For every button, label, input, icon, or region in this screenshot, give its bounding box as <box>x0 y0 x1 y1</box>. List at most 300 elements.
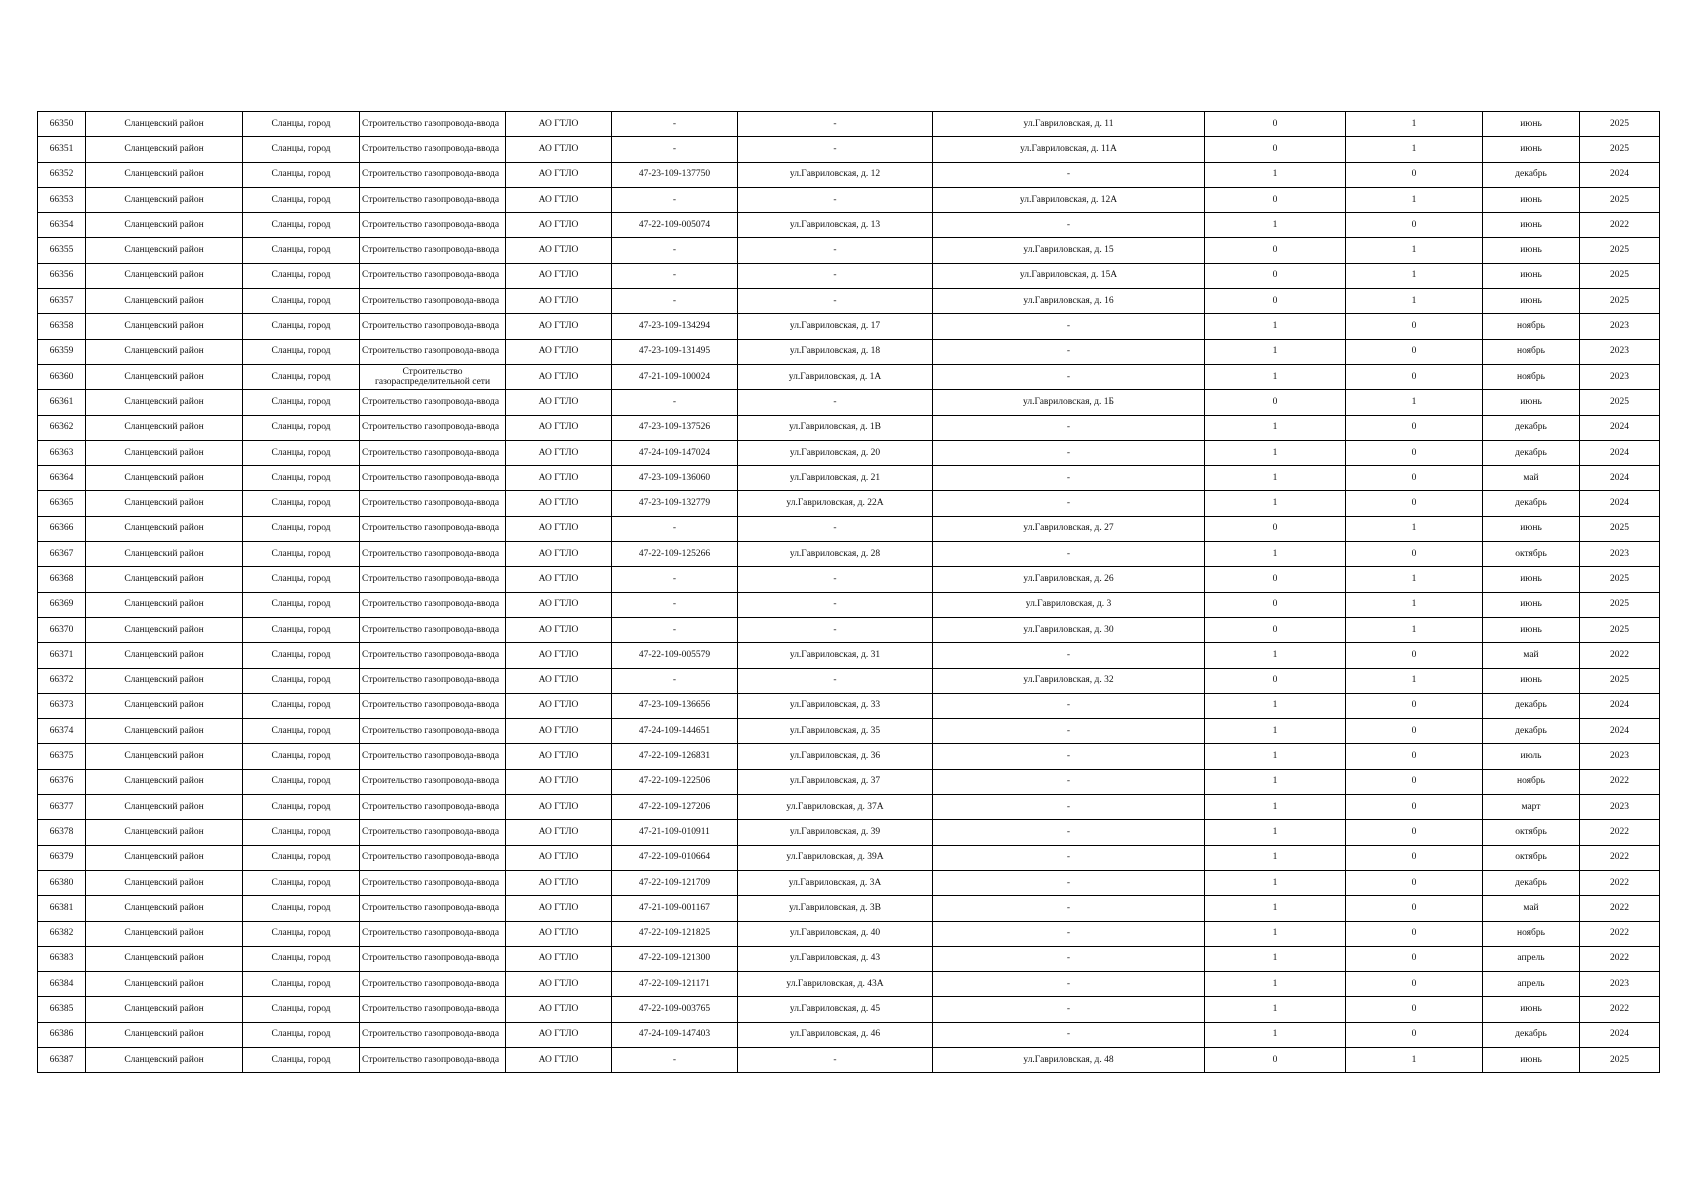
address-without-number-cell: - <box>933 364 1205 389</box>
has-number-count-cell: 0 <box>1205 390 1346 415</box>
has-number-count-cell: 1 <box>1205 744 1346 769</box>
table-row <box>38 1047 1660 1072</box>
work-type-cell: Строительство газопровода-ввода <box>360 491 506 516</box>
row-number-cell: 66385 <box>38 997 86 1022</box>
settlement-cell: Сланцы, город <box>243 542 360 567</box>
work-type-cell: Строительство газопровода-ввода <box>360 1022 506 1047</box>
settlement-cell: Сланцы, город <box>243 213 360 238</box>
year-cell: 2025 <box>1580 617 1660 642</box>
work-type-cell: Строительство газопровода-ввода <box>360 415 506 440</box>
no-number-count-cell: 0 <box>1346 972 1483 997</box>
address-with-number-cell: ул.Гавриловская, д. 22А <box>738 491 933 516</box>
settlement-cell: Сланцы, город <box>243 238 360 263</box>
district-cell: Сланцевский район <box>86 213 243 238</box>
has-number-count-cell: 0 <box>1205 263 1346 288</box>
work-type-cell: Строительство газопровода-ввода <box>360 187 506 212</box>
month-cell: октябрь <box>1483 820 1580 845</box>
table-row <box>38 339 1660 364</box>
year-cell: 2023 <box>1580 795 1660 820</box>
work-type-cell: Строительство газопровода-ввода <box>360 693 506 718</box>
address-without-number-cell: ул.Гавриловская, д. 26 <box>933 567 1205 592</box>
month-cell: апрель <box>1483 946 1580 971</box>
settlement-cell: Сланцы, город <box>243 820 360 845</box>
no-number-count-cell: 0 <box>1346 213 1483 238</box>
address-with-number-cell: - <box>738 238 933 263</box>
work-type-cell: Строительство газопровода-ввода <box>360 997 506 1022</box>
organization-cell: АО ГТЛО <box>506 668 612 693</box>
year-cell: 2025 <box>1580 187 1660 212</box>
cadastral-number-cell: - <box>612 238 738 263</box>
cadastral-number-cell: - <box>612 289 738 314</box>
month-cell: декабрь <box>1483 440 1580 465</box>
table-row <box>38 693 1660 718</box>
organization-cell: АО ГТЛО <box>506 440 612 465</box>
address-without-number-cell: ул.Гавриловская, д. 27 <box>933 516 1205 541</box>
no-number-count-cell: 0 <box>1346 896 1483 921</box>
no-number-count-cell: 1 <box>1346 390 1483 415</box>
month-cell: октябрь <box>1483 845 1580 870</box>
address-with-number-cell: - <box>738 137 933 162</box>
work-type-cell: Строительство газопровода-ввода <box>360 542 506 567</box>
year-cell: 2025 <box>1580 289 1660 314</box>
address-without-number-cell: - <box>933 466 1205 491</box>
table-row <box>38 516 1660 541</box>
organization-cell: АО ГТЛО <box>506 744 612 769</box>
organization-cell: АО ГТЛО <box>506 896 612 921</box>
district-cell: Сланцевский район <box>86 769 243 794</box>
address-without-number-cell: - <box>933 896 1205 921</box>
settlement-cell: Сланцы, город <box>243 567 360 592</box>
cadastral-number-cell: - <box>612 263 738 288</box>
month-cell: июнь <box>1483 1047 1580 1072</box>
row-number-cell: 66382 <box>38 921 86 946</box>
district-cell: Сланцевский район <box>86 1047 243 1072</box>
year-cell: 2025 <box>1580 238 1660 263</box>
no-number-count-cell: 0 <box>1346 997 1483 1022</box>
row-number-cell: 66375 <box>38 744 86 769</box>
table-row <box>38 719 1660 744</box>
no-number-count-cell: 0 <box>1346 946 1483 971</box>
district-cell: Сланцевский район <box>86 820 243 845</box>
table-row <box>38 238 1660 263</box>
row-number-cell: 66351 <box>38 137 86 162</box>
has-number-count-cell: 1 <box>1205 769 1346 794</box>
month-cell: июнь <box>1483 668 1580 693</box>
organization-cell: АО ГТЛО <box>506 1047 612 1072</box>
work-type-cell: Строительство газопровода-ввода <box>360 137 506 162</box>
row-number-cell: 66378 <box>38 820 86 845</box>
settlement-cell: Сланцы, город <box>243 719 360 744</box>
address-with-number-cell: ул.Гавриловская, д. 1А <box>738 364 933 389</box>
organization-cell: АО ГТЛО <box>506 339 612 364</box>
month-cell: май <box>1483 643 1580 668</box>
month-cell: июнь <box>1483 997 1580 1022</box>
row-number-cell: 66380 <box>38 870 86 895</box>
cadastral-number-cell: 47-23-109-134294 <box>612 314 738 339</box>
no-number-count-cell: 1 <box>1346 187 1483 212</box>
address-without-number-cell: ул.Гавриловская, д. 16 <box>933 289 1205 314</box>
month-cell: ноябрь <box>1483 364 1580 389</box>
work-type-cell: Строительство газопровода-ввода <box>360 592 506 617</box>
settlement-cell: Сланцы, город <box>243 516 360 541</box>
work-type-cell: Строительство газопровода-ввода <box>360 162 506 187</box>
address-with-number-cell: ул.Гавриловская, д. 40 <box>738 921 933 946</box>
row-number-cell: 66387 <box>38 1047 86 1072</box>
no-number-count-cell: 0 <box>1346 719 1483 744</box>
address-with-number-cell: ул.Гавриловская, д. 17 <box>738 314 933 339</box>
no-number-count-cell: 0 <box>1346 870 1483 895</box>
work-type-cell: Строительство газопровода-ввода <box>360 643 506 668</box>
organization-cell: АО ГТЛО <box>506 263 612 288</box>
address-without-number-cell: ул.Гавриловская, д. 15А <box>933 263 1205 288</box>
table-row <box>38 921 1660 946</box>
organization-cell: АО ГТЛО <box>506 845 612 870</box>
no-number-count-cell: 0 <box>1346 795 1483 820</box>
district-cell: Сланцевский район <box>86 466 243 491</box>
address-with-number-cell: - <box>738 289 933 314</box>
cadastral-number-cell: 47-21-109-100024 <box>612 364 738 389</box>
year-cell: 2025 <box>1580 592 1660 617</box>
district-cell: Сланцевский район <box>86 845 243 870</box>
cadastral-number-cell: 47-24-109-147403 <box>612 1022 738 1047</box>
work-type-cell: Строительство газораспределительной сети <box>360 364 506 389</box>
cadastral-number-cell: 47-22-109-121171 <box>612 972 738 997</box>
row-number-cell: 66368 <box>38 567 86 592</box>
has-number-count-cell: 1 <box>1205 339 1346 364</box>
year-cell: 2025 <box>1580 112 1660 137</box>
cadastral-number-cell: - <box>612 592 738 617</box>
address-without-number-cell: - <box>933 820 1205 845</box>
address-with-number-cell: ул.Гавриловская, д. 39 <box>738 820 933 845</box>
address-without-number-cell: ул.Гавриловская, д. 11 <box>933 112 1205 137</box>
has-number-count-cell: 1 <box>1205 921 1346 946</box>
work-type-cell: Строительство газопровода-ввода <box>360 795 506 820</box>
table-row <box>38 263 1660 288</box>
year-cell: 2022 <box>1580 946 1660 971</box>
row-number-cell: 66371 <box>38 643 86 668</box>
row-number-cell: 66360 <box>38 364 86 389</box>
settlement-cell: Сланцы, город <box>243 617 360 642</box>
row-number-cell: 66381 <box>38 896 86 921</box>
cadastral-number-cell: - <box>612 668 738 693</box>
address-with-number-cell: ул.Гавриловская, д. 1В <box>738 415 933 440</box>
month-cell: июнь <box>1483 516 1580 541</box>
has-number-count-cell: 1 <box>1205 972 1346 997</box>
organization-cell: АО ГТЛО <box>506 1022 612 1047</box>
district-cell: Сланцевский район <box>86 516 243 541</box>
month-cell: июль <box>1483 744 1580 769</box>
year-cell: 2024 <box>1580 466 1660 491</box>
year-cell: 2023 <box>1580 972 1660 997</box>
settlement-cell: Сланцы, город <box>243 162 360 187</box>
has-number-count-cell: 1 <box>1205 795 1346 820</box>
address-with-number-cell: ул.Гавриловская, д. 3В <box>738 896 933 921</box>
month-cell: декабрь <box>1483 415 1580 440</box>
no-number-count-cell: 1 <box>1346 263 1483 288</box>
address-without-number-cell: - <box>933 744 1205 769</box>
organization-cell: АО ГТЛО <box>506 187 612 212</box>
has-number-count-cell: 1 <box>1205 415 1346 440</box>
row-number-cell: 66364 <box>38 466 86 491</box>
year-cell: 2022 <box>1580 769 1660 794</box>
address-with-number-cell: ул.Гавриловская, д. 28 <box>738 542 933 567</box>
cadastral-number-cell: 47-23-109-137526 <box>612 415 738 440</box>
month-cell: июнь <box>1483 263 1580 288</box>
organization-cell: АО ГТЛО <box>506 693 612 718</box>
has-number-count-cell: 0 <box>1205 238 1346 263</box>
address-without-number-cell: ул.Гавриловская, д. 48 <box>933 1047 1205 1072</box>
address-without-number-cell: - <box>933 314 1205 339</box>
district-cell: Сланцевский район <box>86 870 243 895</box>
address-with-number-cell: - <box>738 617 933 642</box>
work-type-cell: Строительство газопровода-ввода <box>360 263 506 288</box>
row-number-cell: 66373 <box>38 693 86 718</box>
no-number-count-cell: 1 <box>1346 1047 1483 1072</box>
year-cell: 2022 <box>1580 870 1660 895</box>
cadastral-number-cell: 47-23-109-136060 <box>612 466 738 491</box>
no-number-count-cell: 0 <box>1346 162 1483 187</box>
address-with-number-cell: ул.Гавриловская, д. 31 <box>738 643 933 668</box>
no-number-count-cell: 0 <box>1346 415 1483 440</box>
address-without-number-cell: ул.Гавриловская, д. 30 <box>933 617 1205 642</box>
cadastral-number-cell: 47-22-109-126831 <box>612 744 738 769</box>
settlement-cell: Сланцы, город <box>243 693 360 718</box>
year-cell: 2023 <box>1580 314 1660 339</box>
district-cell: Сланцевский район <box>86 668 243 693</box>
work-type-cell: Строительство газопровода-ввода <box>360 390 506 415</box>
no-number-count-cell: 0 <box>1346 1022 1483 1047</box>
address-with-number-cell: ул.Гавриловская, д. 37А <box>738 795 933 820</box>
month-cell: декабрь <box>1483 162 1580 187</box>
has-number-count-cell: 1 <box>1205 896 1346 921</box>
work-type-cell: Строительство газопровода-ввода <box>360 314 506 339</box>
row-number-cell: 66365 <box>38 491 86 516</box>
has-number-count-cell: 1 <box>1205 1022 1346 1047</box>
month-cell: июнь <box>1483 238 1580 263</box>
year-cell: 2024 <box>1580 162 1660 187</box>
district-cell: Сланцевский район <box>86 162 243 187</box>
address-with-number-cell: - <box>738 668 933 693</box>
address-without-number-cell: - <box>933 1022 1205 1047</box>
district-cell: Сланцевский район <box>86 693 243 718</box>
settlement-cell: Сланцы, город <box>243 896 360 921</box>
address-without-number-cell: - <box>933 845 1205 870</box>
address-with-number-cell: - <box>738 263 933 288</box>
organization-cell: АО ГТЛО <box>506 213 612 238</box>
organization-cell: АО ГТЛО <box>506 972 612 997</box>
address-with-number-cell: ул.Гавриловская, д. 18 <box>738 339 933 364</box>
table-row <box>38 415 1660 440</box>
month-cell: апрель <box>1483 972 1580 997</box>
address-with-number-cell: ул.Гавриловская, д. 46 <box>738 1022 933 1047</box>
organization-cell: АО ГТЛО <box>506 921 612 946</box>
cadastral-number-cell: 47-24-109-144651 <box>612 719 738 744</box>
row-number-cell: 66362 <box>38 415 86 440</box>
row-number-cell: 66366 <box>38 516 86 541</box>
has-number-count-cell: 0 <box>1205 112 1346 137</box>
has-number-count-cell: 1 <box>1205 162 1346 187</box>
table-row <box>38 997 1660 1022</box>
row-number-cell: 66374 <box>38 719 86 744</box>
table-row <box>38 592 1660 617</box>
address-without-number-cell: - <box>933 870 1205 895</box>
settlement-cell: Сланцы, город <box>243 491 360 516</box>
settlement-cell: Сланцы, город <box>243 668 360 693</box>
address-without-number-cell: ул.Гавриловская, д. 11А <box>933 137 1205 162</box>
row-number-cell: 66384 <box>38 972 86 997</box>
has-number-count-cell: 1 <box>1205 719 1346 744</box>
work-type-cell: Строительство газопровода-ввода <box>360 870 506 895</box>
row-number-cell: 66370 <box>38 617 86 642</box>
settlement-cell: Сланцы, город <box>243 440 360 465</box>
has-number-count-cell: 1 <box>1205 845 1346 870</box>
address-with-number-cell: - <box>738 1047 933 1072</box>
year-cell: 2024 <box>1580 1022 1660 1047</box>
district-cell: Сланцевский район <box>86 542 243 567</box>
table-row <box>38 870 1660 895</box>
month-cell: май <box>1483 466 1580 491</box>
district-cell: Сланцевский район <box>86 415 243 440</box>
no-number-count-cell: 1 <box>1346 289 1483 314</box>
address-without-number-cell: - <box>933 213 1205 238</box>
settlement-cell: Сланцы, город <box>243 339 360 364</box>
month-cell: июнь <box>1483 112 1580 137</box>
table-row <box>38 491 1660 516</box>
year-cell: 2024 <box>1580 415 1660 440</box>
row-number-cell: 66353 <box>38 187 86 212</box>
address-with-number-cell: ул.Гавриловская, д. 35 <box>738 719 933 744</box>
settlement-cell: Сланцы, город <box>243 1022 360 1047</box>
no-number-count-cell: 0 <box>1346 693 1483 718</box>
year-cell: 2023 <box>1580 339 1660 364</box>
table-row <box>38 643 1660 668</box>
table-row <box>38 137 1660 162</box>
cadastral-number-cell: 47-23-109-136656 <box>612 693 738 718</box>
work-type-cell: Строительство газопровода-ввода <box>360 1047 506 1072</box>
year-cell: 2025 <box>1580 1047 1660 1072</box>
address-without-number-cell: - <box>933 440 1205 465</box>
district-cell: Сланцевский район <box>86 997 243 1022</box>
has-number-count-cell: 1 <box>1205 314 1346 339</box>
district-cell: Сланцевский район <box>86 364 243 389</box>
district-cell: Сланцевский район <box>86 719 243 744</box>
has-number-count-cell: 0 <box>1205 668 1346 693</box>
work-type-cell: Строительство газопровода-ввода <box>360 617 506 642</box>
district-cell: Сланцевский район <box>86 314 243 339</box>
row-number-cell: 66359 <box>38 339 86 364</box>
has-number-count-cell: 1 <box>1205 364 1346 389</box>
address-without-number-cell: - <box>933 643 1205 668</box>
year-cell: 2022 <box>1580 896 1660 921</box>
month-cell: июнь <box>1483 567 1580 592</box>
year-cell: 2022 <box>1580 820 1660 845</box>
address-with-number-cell: ул.Гавриловская, д. 43А <box>738 972 933 997</box>
settlement-cell: Сланцы, город <box>243 845 360 870</box>
district-cell: Сланцевский район <box>86 744 243 769</box>
year-cell: 2024 <box>1580 491 1660 516</box>
table-row <box>38 466 1660 491</box>
work-type-cell: Строительство газопровода-ввода <box>360 466 506 491</box>
organization-cell: АО ГТЛО <box>506 491 612 516</box>
settlement-cell: Сланцы, город <box>243 795 360 820</box>
work-type-cell: Строительство газопровода-ввода <box>360 769 506 794</box>
work-type-cell: Строительство газопровода-ввода <box>360 238 506 263</box>
address-without-number-cell: - <box>933 719 1205 744</box>
district-cell: Сланцевский район <box>86 289 243 314</box>
month-cell: июнь <box>1483 213 1580 238</box>
organization-cell: АО ГТЛО <box>506 617 612 642</box>
year-cell: 2023 <box>1580 744 1660 769</box>
address-with-number-cell: ул.Гавриловская, д. 39А <box>738 845 933 870</box>
settlement-cell: Сланцы, город <box>243 921 360 946</box>
year-cell: 2022 <box>1580 997 1660 1022</box>
work-type-cell: Строительство газопровода-ввода <box>360 921 506 946</box>
district-cell: Сланцевский район <box>86 137 243 162</box>
no-number-count-cell: 0 <box>1346 466 1483 491</box>
organization-cell: АО ГТЛО <box>506 719 612 744</box>
table-row <box>38 1022 1660 1047</box>
month-cell: март <box>1483 795 1580 820</box>
organization-cell: АО ГТЛО <box>506 795 612 820</box>
settlement-cell: Сланцы, город <box>243 187 360 212</box>
month-cell: ноябрь <box>1483 769 1580 794</box>
address-with-number-cell: - <box>738 592 933 617</box>
has-number-count-cell: 0 <box>1205 289 1346 314</box>
address-without-number-cell: - <box>933 972 1205 997</box>
address-with-number-cell: - <box>738 187 933 212</box>
work-type-cell: Строительство газопровода-ввода <box>360 896 506 921</box>
table-row <box>38 112 1660 137</box>
address-without-number-cell: - <box>933 946 1205 971</box>
cadastral-number-cell: - <box>612 137 738 162</box>
address-with-number-cell: - <box>738 516 933 541</box>
no-number-count-cell: 0 <box>1346 339 1483 364</box>
no-number-count-cell: 0 <box>1346 769 1483 794</box>
month-cell: декабрь <box>1483 719 1580 744</box>
settlement-cell: Сланцы, город <box>243 390 360 415</box>
address-with-number-cell: ул.Гавриловская, д. 36 <box>738 744 933 769</box>
address-without-number-cell: - <box>933 769 1205 794</box>
work-type-cell: Строительство газопровода-ввода <box>360 719 506 744</box>
table-row <box>38 972 1660 997</box>
month-cell: декабрь <box>1483 870 1580 895</box>
no-number-count-cell: 1 <box>1346 668 1483 693</box>
settlement-cell: Сланцы, город <box>243 1047 360 1072</box>
address-without-number-cell: - <box>933 542 1205 567</box>
settlement-cell: Сланцы, город <box>243 997 360 1022</box>
organization-cell: АО ГТЛО <box>506 542 612 567</box>
address-with-number-cell: ул.Гавриловская, д. 43 <box>738 946 933 971</box>
no-number-count-cell: 0 <box>1346 440 1483 465</box>
organization-cell: АО ГТЛО <box>506 567 612 592</box>
row-number-cell: 66363 <box>38 440 86 465</box>
district-cell: Сланцевский район <box>86 946 243 971</box>
year-cell: 2025 <box>1580 567 1660 592</box>
table-row <box>38 314 1660 339</box>
cadastral-number-cell: 47-22-109-127206 <box>612 795 738 820</box>
settlement-cell: Сланцы, город <box>243 364 360 389</box>
no-number-count-cell: 1 <box>1346 112 1483 137</box>
table-row <box>38 744 1660 769</box>
row-number-cell: 66369 <box>38 592 86 617</box>
no-number-count-cell: 0 <box>1346 744 1483 769</box>
district-cell: Сланцевский район <box>86 592 243 617</box>
month-cell: декабрь <box>1483 693 1580 718</box>
address-with-number-cell: ул.Гавриловская, д. 33 <box>738 693 933 718</box>
address-without-number-cell: ул.Гавриловская, д. 15 <box>933 238 1205 263</box>
organization-cell: АО ГТЛО <box>506 390 612 415</box>
work-type-cell: Строительство газопровода-ввода <box>360 744 506 769</box>
